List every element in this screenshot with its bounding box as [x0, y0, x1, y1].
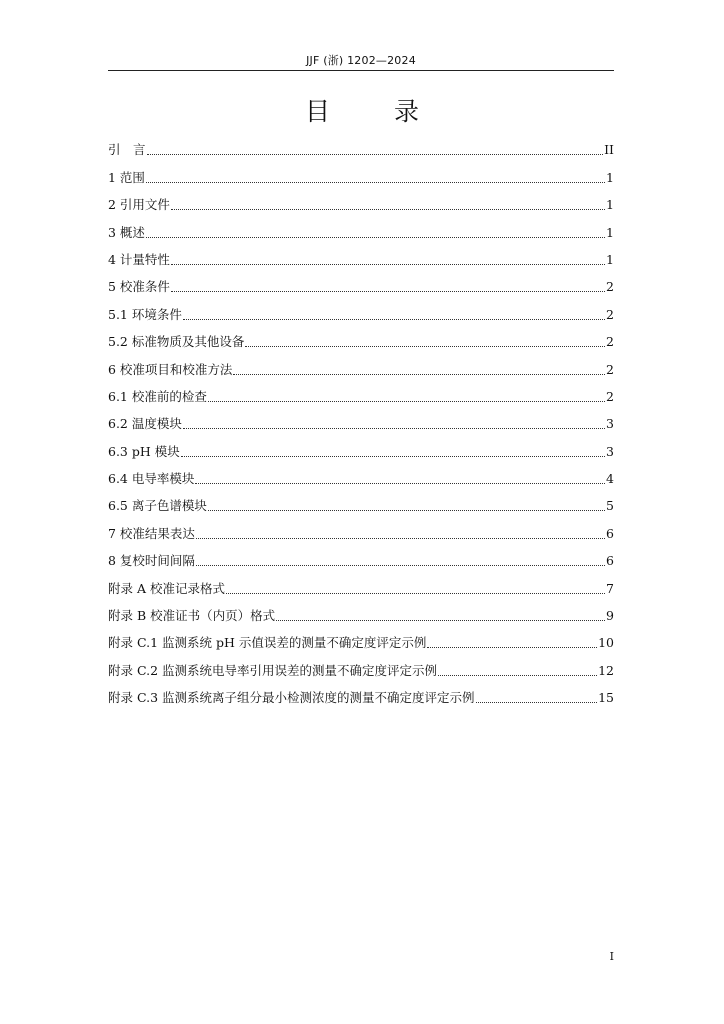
toc-entry-page: 6	[606, 553, 614, 569]
toc-leader-dots	[233, 374, 605, 375]
toc-leader-dots	[183, 428, 605, 429]
toc-entry-page: 2	[606, 334, 614, 350]
toc-entry-page: 15	[598, 690, 614, 706]
toc-entry-label: 附录 C.2 监测系统电导率引用误差的测量不确定度评定示例	[108, 662, 437, 678]
toc-entry[interactable]	[108, 569, 614, 596]
toc-entry[interactable]	[108, 350, 614, 377]
toc-entry-label: 5.2 标准物质及其他设备	[108, 334, 245, 350]
toc-entry-page: 6	[606, 525, 614, 541]
toc-leader-dots	[208, 401, 605, 402]
toc-leader-dots	[427, 647, 597, 648]
toc-entry-page: 2	[606, 306, 614, 322]
toc-leader-dots	[171, 291, 605, 292]
toc-leader-dots	[171, 264, 605, 265]
toc-entry-label: 6.5 离子色谱模块	[108, 498, 207, 514]
page-title: 目 录	[305, 97, 447, 126]
toc-entry-page: 10	[598, 635, 614, 651]
toc-entry-label: 附录 A 校准记录格式	[108, 580, 225, 596]
toc-entry-page: 2	[606, 279, 614, 295]
toc-leader-dots	[245, 346, 605, 347]
toc-entry-page: 9	[606, 608, 614, 624]
toc-entry-label: 5 校准条件	[108, 279, 170, 295]
toc-entry-label: 1 范围	[108, 169, 145, 185]
table-of-contents	[108, 131, 614, 706]
toc-entry-label: 5.1 环境条件	[108, 306, 182, 322]
toc-leader-dots	[276, 620, 605, 621]
toc-entry-label: 6 校准项目和校准方法	[108, 361, 233, 377]
toc-entry[interactable]	[108, 624, 614, 651]
toc-entry-label: 附录 C.1 监测系统 pH 示值误差的测量不确定度评定示例	[108, 635, 427, 651]
toc-entry[interactable]	[108, 268, 614, 295]
toc-leader-dots	[195, 483, 605, 484]
page-header: JJF (浙) 1202—2024	[306, 54, 416, 67]
toc-leader-dots	[476, 702, 598, 703]
toc-entry-label: 2 引用文件	[108, 197, 170, 213]
toc-leader-dots	[181, 456, 605, 457]
toc-entry[interactable]	[108, 597, 614, 624]
toc-entry-label: 6.2 温度模块	[108, 416, 182, 432]
toc-entry[interactable]	[108, 131, 614, 158]
toc-entry-page: 1	[606, 169, 614, 185]
toc-entry-label: 8 复校时间间隔	[108, 553, 195, 569]
toc-entry[interactable]	[108, 679, 614, 706]
toc-leader-dots	[183, 319, 605, 320]
toc-leader-dots	[196, 565, 605, 566]
toc-entry-page: 3	[606, 416, 614, 432]
toc-entry[interactable]	[108, 432, 614, 459]
toc-entry-label: 6.1 校准前的检查	[108, 388, 207, 404]
toc-entry[interactable]	[108, 186, 614, 213]
toc-entry[interactable]	[108, 460, 614, 487]
toc-entry-label: 6.4 电导率模块	[108, 471, 195, 487]
toc-entry[interactable]	[108, 295, 614, 322]
toc-entry[interactable]	[108, 651, 614, 678]
toc-entry[interactable]	[108, 213, 614, 240]
toc-entry-page: 3	[606, 443, 614, 459]
toc-entry-label: 4 计量特性	[108, 251, 170, 267]
toc-entry-page: 7	[606, 580, 614, 596]
toc-leader-dots	[208, 510, 605, 511]
toc-leader-dots	[226, 593, 605, 594]
toc-entry[interactable]	[108, 158, 614, 185]
page-number: I	[609, 950, 614, 963]
toc-leader-dots	[146, 182, 605, 183]
toc-leader-dots	[146, 237, 605, 238]
toc-entry-page: 1	[606, 251, 614, 267]
toc-entry[interactable]	[108, 378, 614, 405]
toc-entry-page: 5	[606, 498, 614, 514]
toc-entry-label: 6.3 pH 模块	[108, 443, 180, 459]
toc-entry-page: 4	[606, 471, 614, 487]
toc-entry-label: 引 言	[108, 142, 146, 158]
toc-entry-page: 12	[598, 662, 614, 678]
toc-entry[interactable]	[108, 323, 614, 350]
toc-entry-page: 1	[606, 197, 614, 213]
toc-entry[interactable]	[108, 241, 614, 268]
toc-entry-label: 3 概述	[108, 224, 145, 240]
toc-leader-dots	[171, 209, 605, 210]
toc-entry-label: 附录 B 校准证书（内页）格式	[108, 608, 276, 624]
toc-entry-page: 1	[606, 224, 614, 240]
toc-entry-label: 附录 C.3 监测系统离子组分最小检测浓度的测量不确定度评定示例	[108, 690, 475, 706]
toc-entry[interactable]	[108, 542, 614, 569]
toc-entry-page: 2	[606, 388, 614, 404]
toc-entry[interactable]	[108, 405, 614, 432]
toc-entry-page: II	[604, 142, 614, 158]
toc-entry-page: 2	[606, 361, 614, 377]
toc-leader-dots	[147, 154, 604, 155]
toc-entry-label: 7 校准结果表达	[108, 525, 195, 541]
toc-entry[interactable]	[108, 514, 614, 541]
header-rule	[108, 70, 614, 71]
toc-leader-dots	[196, 538, 605, 539]
toc-leader-dots	[438, 675, 597, 676]
toc-entry[interactable]	[108, 487, 614, 514]
